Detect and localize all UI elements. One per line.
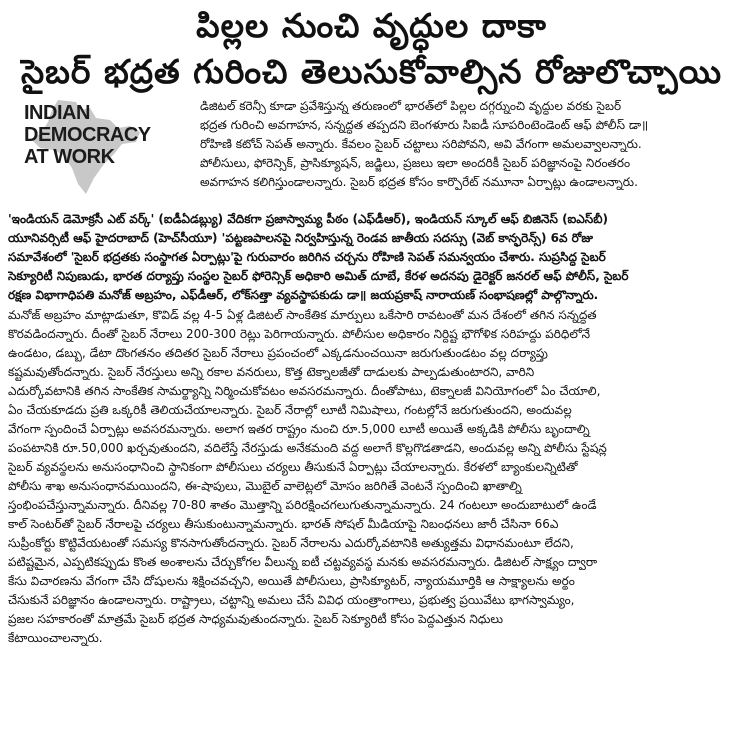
paragraph3-line: కొరవడిందన్నారు. దీంతో సైబర్ నేరాలు 200-300 రెట్లు పెరిగాయన్నారు. పోలీసుల అధికారం నిర్దిష్ట భౌగోళిక సరిహద్దు పరిధిలోనే xyxy=(8,327,591,341)
paragraph3-line: ప్రజల సహకారంతో మాత్రమే సైబర్ భద్రత సాధ్యమవుతుందన్నారు. సైబర్ సెక్యూరిటీ కోసం పెద్దఎత్తున నిధులు xyxy=(8,612,504,626)
paragraph2-line: సెక్యూరిటీ నిపుణుడు, భారత దర్యాప్తు సంస్థల సైబర్ ఫోరెన్సిక్ అధికారి అమిత్ దూబే, కేరళ అదనపు డైరెక్టర్ జనరల్ ఆఫ్ పోలీస్, సైబర్ xyxy=(8,269,629,283)
paragraph3-line: ఏం చేయకూడదు ప్రతి ఒక్కరికీ తెలియచేయాలన్నారు. సైబర్ నేరాల్లో లూటీ నిమిషాలు, గంటల్లోనే జరుగుతుందని, అందువల్ల xyxy=(8,403,572,417)
paragraph3-line: కేసు విచారణను వేగంగా చేసి దోషులను శిక్షించవచ్చని, అయితే పోలీసులు, ప్రాసిక్యూటర్, న్యాయమూర్తికి ఆ సాక్ష్యాలను అర్థం xyxy=(8,574,575,588)
paragraph3-line: సైబర్ వ్యవస్థలను అనుసంధానించి స్థానికంగా పోలీసులు చర్యలు తీసుకునే ఏర్పాట్లు చేయాలన్నారు. కేరళలో బ్యాంకులన్నిటితో xyxy=(8,460,578,474)
paragraph3-line: సుప్రీంకోర్టు కొట్టివేయటంతో సమస్య కొనసాగుతోందన్నారు. సైబర్ నేరాలను ఎదుర్కోవటానికి అత్యుత్తమ విధానమంటూ లేదని, xyxy=(8,536,574,550)
paragraph1-line: భద్రత గురించి అవగాహన, సన్నద్ధత తప్పదని బెంగళూరు సిఐడీ సూపరింటెండెంట్ ఆఫ్ పోలీస్ డా॥ xyxy=(200,118,649,132)
headline-line-2: సైబర్ భద్రత గురించి తెలుసుకోవాల్సిన రోజులొచ్చాయి xyxy=(20,52,723,91)
paragraph3-line: స్తంభింపచేస్తున్నామన్నారు. దీనివల్ల 70-80 శాతం మొత్తాన్ని పరిరక్షించగలుగుతున్నామన్నారు. 24 గంటలూ అందుబాటులో ఉండే xyxy=(8,498,597,512)
paragraph3-line: ఎదుర్కోవటానికి తగిన సాంకేతిక సామర్థ్యాన్ని నిర్మించుకోవటం అవసరమన్నారు. దీంతోపాటు, టెక్నాలజీ వినియోగంలో ఏం చేయాలి, xyxy=(8,384,601,398)
paragraph1-line: పోలీసులు, ఫోరెన్సిక్, ప్రాసిక్యూషన్, జడ్జిలు, ప్రజలు ఇలా అందరికీ సైబర్ పరిజ్ఞానంపై నిరంతరం xyxy=(200,156,631,170)
paragraph2-line: యూనివర్సిటీ ఆఫ్ హైదరాబాద్ (హెచ్‌సీయూ) 'పట్టణపాలనపై నిర్వహిస్తున్న రెండవ జాతీయ సదస్సు (వెబ్ కాన్ఫరెన్స్) 6వ రోజు xyxy=(8,231,593,245)
logo-text-line-2: DEMOCRACY xyxy=(24,124,151,146)
paragraph3-line: వేగంగా స్పందించే ఏర్పాట్లు అవసరమన్నారు. అలాగ ఇతర రాష్ట్రం నుంచి రూ.5,000 లూటీ అయితే అక్కడికి పోలీసు బృందాల్ని xyxy=(8,422,590,436)
paragraph3-line: కేటాయించాలన్నారు. xyxy=(8,631,103,645)
paragraph3-line: పటిష్టమైన, ఎప్పటికప్పుడు కొంత అంశాలను చేర్చుకోగల వీలున్న ఐటీ చట్టవ్యవస్థ మనకు అవసరమన్నారు. డిజిటల్ సాక్ష్యం ద్వారా xyxy=(8,555,598,569)
paragraph3-line: చేసుకునే పరిజ్ఞానం ఉండాలన్నారు. రాష్ట్రాలు, చట్టాన్ని అమలు చేసే వివిధ యంత్రాంగాలు, ప్రభుత్వ ప్రయివేటు భాగస్వామ్యం, xyxy=(8,593,575,607)
paragraph3-line: కాల్ సెంటర్‌తో సైబర్ నేరాలపై చర్యలు తీసుకుంటున్నామన్నారు. భారత్ సోషల్ మీడియాపై నిబంధనలు జారీ చేసినా 66ఎ xyxy=(8,517,559,531)
paragraph1-line: అవగాహన కలిగిస్తుండాలన్నారు. సైబర్ భద్రత కోసం కార్పొరేట్ నమూనా ఏర్పాట్లు ఉండాలన్నారు. xyxy=(200,175,638,189)
paragraph1-line: రోహిణి కటోచ్ సెపత్ అన్నారు. కేవలం సైబర్ చట్టాలు సరిపోవని, అవి వేగంగా అమలవ్వాలన్నారు. xyxy=(200,137,642,151)
paragraph2-line: 'ఇండియన్ డెమోక్రసీ ఎట్ వర్క్' (ఐడీఏడబ్ల్యు) వేదికగా ప్రజాస్వామ్య పీఠం (ఎఫ్‌డీఆర్), ఇండియన్ స్కూల్ ఆఫ్ బిజినెస్ (ఐఎస్‌బీ) xyxy=(8,212,608,226)
logo-text-line-3: AT WORK xyxy=(24,146,115,168)
logo-text-line-1: INDIAN xyxy=(24,102,90,124)
paragraph3-line: పోలీసు శాఖ అనుసంధానమయిందని, ఈ-షాపులు, మొబైల్ వాలెట్లలో మోసం జరిగితే వెంటనే స్పందించి ఖాతాల్ని xyxy=(8,479,522,493)
paragraph2-line: సమావేశంలో 'సైబర్ భద్రతకు సంస్థాగత ఏర్పాట్లు'పై గురువారం జరిగిన చర్చను రోహిణి సెపత్ సమన్వయం చేశారు. సుప్రసిద్ధ సైబర్ xyxy=(8,250,606,264)
paragraph3-line: పంపటానికి రూ.50,000 ఖర్చవుతుందని, వదిలేస్తే నేరస్తుడు అనేకమంది వద్ద అలాగే కొల్లగొడతాడని, అందువల్ల అన్ని పోలీసు స్టేషన్ల xyxy=(8,441,607,455)
headline-line-1: పిల్లల నుంచి వృద్ధుల దాకా xyxy=(196,6,547,45)
paragraph1-line: డిజిటల్ కరెన్సీ కూడా ప్రవేశిస్తున్న తరుణంలో భారత్‌లో పిల్లల దగ్గర్నుంచి వృద్ధుల వరకు సైబర్ xyxy=(200,99,622,113)
paragraph2-line: రక్షణ విభాగాధిపతి మనోజ్ అబ్రహం, ఎఫ్‌డీఆర్, లోక్‌సత్తా వ్యవస్థాపకుడు డా॥ జయప్రకాష్ నారాయణ్ సంభాషణల్లో పాల్గొన్నారు. xyxy=(8,288,599,302)
paragraph3-line: ఉండటం, డబ్బు, డేటా దొంగతనం తదితర సైబర్ నేరాలు ప్రపంచంలో ఎక్కడనుంచయినా జరుగుతుండటం వల్ల దర్యాప్తు xyxy=(8,346,548,360)
paragraph3-line: మనోజ్ అబ్రహం మాట్లాడుతూ, కొవిడ్ వల్ల 4-5 ఏళ్ల డిజిటల్ సాంకేతిక మార్పులు ఒకేసారి రావటంతో మన దేశంలో తగిన సన్నద్ధత xyxy=(8,308,597,322)
indian-democracy-at-work-logo xyxy=(18,98,178,196)
paragraph3-line: కష్టమవుతోందన్నారు. సైబర్ నేరస్తులు అన్ని రకాల వనరులు, కొత్త టెక్నాలజీతో దాడులకు పాల్పడుతుంటారని, వారిని xyxy=(8,365,535,379)
